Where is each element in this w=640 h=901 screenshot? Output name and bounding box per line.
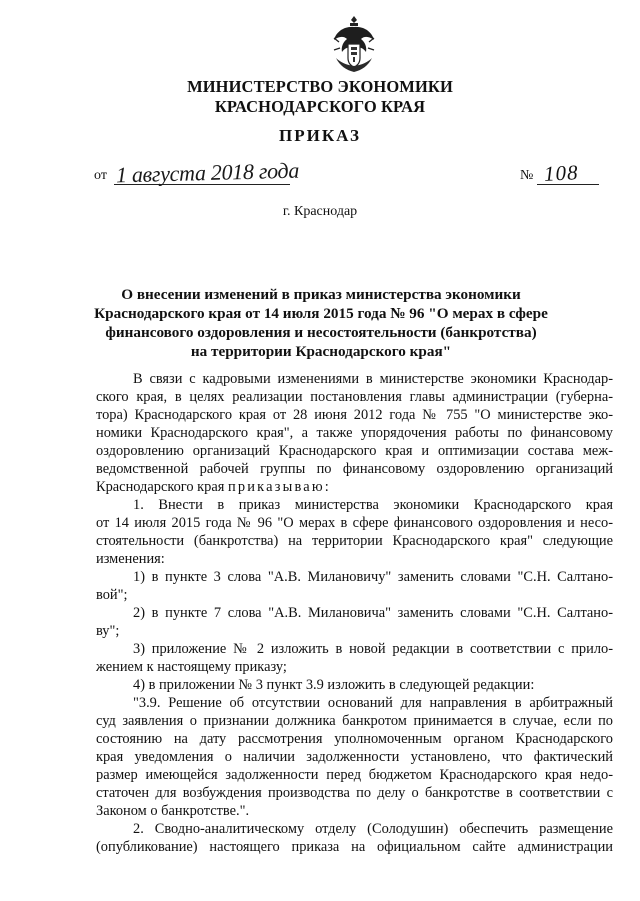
body-line: статочен для возбуждения производства по делу о банкротстве в соответствии с [96,785,613,801]
body-line: суд заявления о признании должника банкротом принимается в случае, если по [96,713,613,729]
order-subject [90,285,552,361]
body-line: тора) Краснодарского края от 28 июня 2012 года № 755 "О министерстве эко- [96,407,613,423]
body-line: номики Краснодарского края", а также упорядочения работы по финансовому [96,425,613,441]
body-line: 2) в пункте 7 слова "А.В. Милановича" заменить словами "С.Н. Салтано- [133,605,613,621]
city-name: г. Краснодар [282,204,358,219]
body-line: 4) в приложении № 3 пункт 3.9 изложить в следующей редакции: [133,677,535,693]
body-text: Краснодарского края [96,479,225,495]
subject-line: О внесении изменений в приказ министерства экономики [121,286,521,303]
subject-line: финансового оздоровления и несостоятельности (банкротства) [105,324,537,341]
handwritten-date: 1 августа 2018 года [115,157,300,188]
date-number-row [0,157,640,190]
body-line: стоятельности (банкротства) на территории Краснодарского края" следующие [96,533,613,549]
date-prefix: от [94,168,107,183]
subject-line: на территории Краснодарского края" [190,343,452,360]
body-line: "3.9. Решение об отсутствии оснований для направления в арбитражный [133,695,613,711]
ministry-name-line2: КРАСНОДАРСКОГО КРАЯ [214,97,426,116]
order-verb: приказываю: [227,479,331,495]
body-line: состоянию на дату рассмотрения уполномоченным органом Краснодарского [96,731,613,747]
body-line: 1) в пункте 3 слова "А.В. Милановичу" заменить словами "С.Н. Салтано- [133,569,613,585]
body-line: жением к настоящему приказу; [96,659,287,675]
body-line [96,478,613,496]
body-line: изменения: [96,551,165,567]
body-line: 1. Внести в приказ министерства экономики Краснодарского края [133,497,613,513]
subject-line: Краснодарского края от 14 июля 2015 года № 96 "О мерах в сфере [94,305,548,322]
body-line: 3) приложение № 2 изложить в новой редакции в соответствии с прило- [133,641,613,657]
body-line: ведомственной рабочей группы по финансовому оздоровлению организаций [96,461,613,477]
coat-of-arms-emblem [330,14,378,76]
body-line: 2. Сводно-аналитическому отделу (Солодушин) обеспечить размещение [133,821,613,837]
body-line: оздоровлению организаций Краснодарского края и оптимизации состава меж- [96,443,613,459]
body-line: В связи с кадровыми изменениями в министерстве экономики Краснодар- [133,371,613,387]
body-line: ву"; [96,623,120,639]
body-line: размер имеющейся задолженности перед бюджетом Краснодарского края недо- [96,767,613,783]
body-line: края уведомления о наличии задолженности установлено, что фактический [96,749,613,765]
number-label: № [520,168,534,183]
body-line: ского края, в целях реализации постановления главы администрации (губерна- [96,389,613,405]
document-type-title: ПРИКАЗ [279,126,361,145]
body-line: вой"; [96,587,128,603]
handwritten-number: 108 [543,160,580,186]
body-line: от 14 июля 2015 года № 96 "О мерах в сфере финансового оздоровления и несо- [96,515,613,531]
body-line: (опубликование) настоящего приказа на официальном сайте администрации [96,839,613,855]
body-line: Законом о банкротстве.". [96,803,250,819]
ministry-name-line1: МИНИСТЕРСТВО ЭКОНОМИКИ [187,77,453,96]
